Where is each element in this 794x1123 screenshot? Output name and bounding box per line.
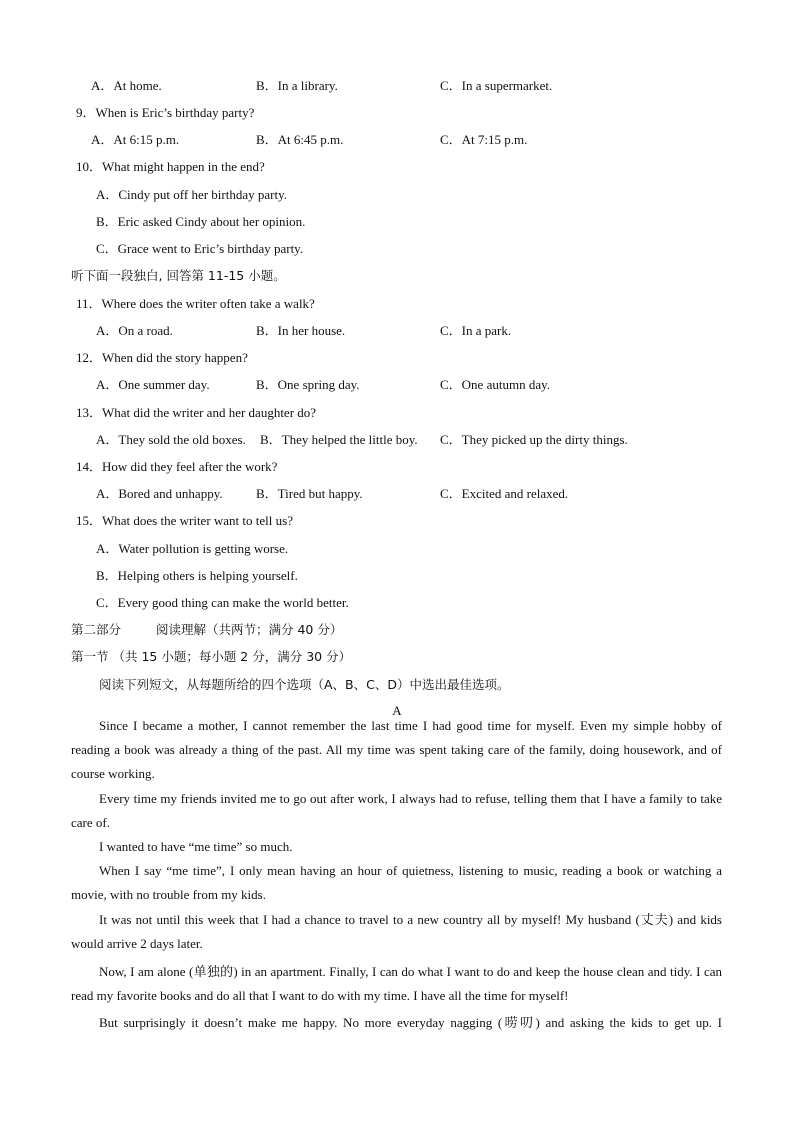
- q13-option-b: B．They helped the little boy.: [260, 432, 418, 447]
- q15-option-c: C．Every good thing can make the world better.: [96, 595, 349, 610]
- passage-label: A: [392, 703, 402, 718]
- q9-option-b: B．At 6:45 p.m.: [256, 132, 344, 147]
- q14-option-b: B．Tired but happy.: [256, 486, 363, 501]
- passage-paragraph-3: I wanted to have “me time” so much.: [99, 839, 293, 854]
- q13-option-a: A．They sold the old boxes.: [96, 432, 246, 447]
- q11-option-b: B．In her house.: [256, 323, 346, 338]
- q10-question: 10．What might happen in the end?: [76, 159, 265, 174]
- passage-paragraph-6: Now, I am alone (单独的) in an apartment. Finally, I can do what I want to do and keep the house clean and tidy. I can read my favorite books and do all that I want to do with my time. I have all the time for myself!: [71, 964, 722, 1003]
- q8-option-c: C．In a supermarket.: [440, 78, 553, 93]
- section1-title: 第一节 （共 15 小题；每小题 2 分，满分 30 分）: [71, 649, 352, 664]
- q14-option-a: A．Bored and unhappy.: [96, 486, 223, 501]
- q15-option-b: B．Helping others is helping yourself.: [96, 568, 298, 583]
- q12-option-a: A．One summer day.: [96, 377, 210, 392]
- q13-option-c: C．They picked up the dirty things.: [440, 432, 628, 447]
- q10-option-a: A．Cindy put off her birthday party.: [96, 187, 287, 202]
- q12-option-b: B．One spring day.: [256, 377, 360, 392]
- q15-question: 15．What does the writer want to tell us?: [76, 513, 293, 528]
- passage-paragraph-4: When I say “me time”, I only mean having an hour of quietness, listening to music, reading a book or watching a movie, with no trouble from my kids.: [71, 863, 722, 902]
- passage-paragraph-7: But surprisingly it doesn’t make me happy. No more everyday nagging (唠叨) and asking the kids to get up. I: [99, 1015, 722, 1030]
- passage-paragraph-1: Since I became a mother, I cannot remember the last time I had good time for myself. Even my simple hobby of reading a book was already a thing of the past. All my time was spent taking care of the family, doing housework, and of course working.: [71, 718, 722, 781]
- q9-option-a: A．At 6:15 p.m.: [91, 132, 180, 147]
- q10-option-c: C．Grace went to Eric’s birthday party.: [96, 241, 304, 256]
- part2-label: 第二部分: [71, 622, 122, 637]
- q8-option-b: B．In a library.: [256, 78, 338, 93]
- passage-paragraph-5: It was not until this week that I had a chance to travel to a new country all by myself! My husband (丈夫) and kids would arrive 2 days later.: [71, 912, 722, 951]
- q11-option-c: C．In a park.: [440, 323, 512, 338]
- section1-instruction: 阅读下列短文，从每题所给的四个选项（A、B、C、D）中选出最佳选项。: [99, 677, 510, 692]
- q9-option-c: C．At 7:15 p.m.: [440, 132, 528, 147]
- q12-question: 12．When did the story happen?: [76, 350, 248, 365]
- q11-option-a: A．On a road.: [96, 323, 173, 338]
- q14-option-c: C．Excited and relaxed.: [440, 486, 569, 501]
- monologue-intro: 听下面一段独白, 回答第 11-15 小题。: [71, 268, 286, 283]
- q9-question: 9．When is Eric’s birthday party?: [76, 105, 255, 120]
- passage-paragraph-2: Every time my friends invited me to go out after work, I always had to refuse, telling them that I have a family to take care of.: [71, 791, 722, 830]
- q11-question: 11．Where does the writer often take a walk?: [76, 296, 315, 311]
- q15-option-a: A．Water pollution is getting worse.: [96, 541, 289, 556]
- q13-question: 13．What did the writer and her daughter do?: [76, 405, 317, 420]
- q8-option-a: A．At home.: [91, 78, 162, 93]
- q14-question: 14．How did they feel after the work?: [76, 459, 278, 474]
- q10-option-b: B．Eric asked Cindy about her opinion.: [96, 214, 306, 229]
- part2-title: 阅读理解（共两节；满分 40 分）: [156, 622, 343, 637]
- q12-option-c: C．One autumn day.: [440, 377, 550, 392]
